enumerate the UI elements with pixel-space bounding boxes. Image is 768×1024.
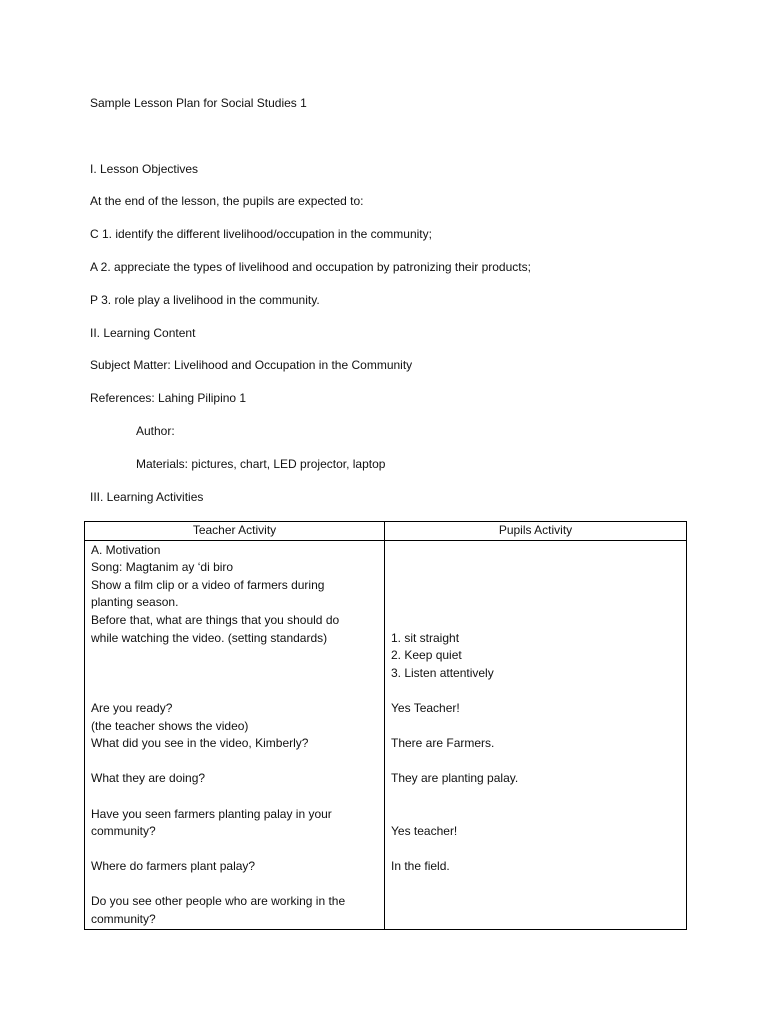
teacher-activity-line: community? [91, 912, 156, 927]
pupils-activity-header: Pupils Activity [385, 522, 687, 541]
subject-matter: Subject Matter: Livelihood and Occupation in the Community [90, 358, 413, 372]
blank-line [391, 911, 680, 929]
pupil-activity-line: Yes Teacher! [391, 700, 460, 715]
blank-line [91, 665, 378, 683]
blank-line [91, 876, 378, 894]
teacher-activity-line: A. Motivation [91, 542, 161, 557]
teacher-activity-line: What did you see in the video, Kimberly? [91, 736, 309, 751]
objective-item: A 2. appreciate the types of livelihood and occupation by patronizing their products; [90, 260, 531, 274]
blank-line [391, 893, 680, 911]
teacher-activity-line: Before that, what are things that you should do [91, 612, 340, 627]
blank-line [391, 806, 680, 824]
teacher-activity-line: Song: Magtanim ay ‘di biro [91, 560, 234, 575]
blank-line [91, 788, 378, 806]
blank-line [391, 876, 680, 894]
teacher-activity-line: while watching the video. (setting standards) [91, 630, 328, 645]
blank-line [391, 841, 680, 859]
objectives-heading: I. Lesson Objectives [90, 162, 199, 176]
pupils-activity-cell [385, 540, 687, 929]
teacher-activity-line: Where do farmers plant palay? [91, 859, 256, 874]
blank-line [391, 788, 680, 806]
teacher-activity-header: Teacher Activity [85, 522, 385, 541]
blank-line [391, 612, 680, 630]
teacher-activity-cell [85, 540, 385, 929]
pupil-activity-line: There are Farmers. [391, 736, 495, 751]
table-header-row [85, 522, 687, 541]
pupil-activity-line: 3. Listen attentively [391, 665, 494, 680]
teacher-activity-line: Do you see other people who are working in the [91, 894, 346, 909]
teacher-activity-line: Show a film clip or a video of farmers during [91, 577, 325, 592]
pupil-activity-line: They are planting palay. [391, 771, 519, 786]
teacher-activity-line: community? [91, 824, 156, 839]
activities-heading: III. Learning Activities [90, 490, 204, 504]
materials: Materials: pictures, chart, LED projector, laptop [136, 457, 386, 471]
pupil-activity-line: 2. Keep quiet [391, 648, 462, 663]
blank-line [391, 753, 680, 771]
pupil-activity-line: Yes teacher! [391, 824, 458, 839]
pupil-activity-line: 1. sit straight [391, 630, 460, 645]
blank-line [391, 594, 680, 612]
content-heading: II. Learning Content [90, 326, 196, 340]
blank-line [391, 577, 680, 595]
pupil-activity-line: In the field. [391, 859, 450, 874]
objectives-intro: At the end of the lesson, the pupils are expected to: [90, 194, 364, 208]
blank-line [91, 841, 378, 859]
learning-activities-table [84, 521, 687, 930]
document-title: Sample Lesson Plan for Social Studies 1 [90, 96, 307, 110]
blank-line [391, 682, 680, 700]
teacher-activity-line: What they are doing? [91, 771, 206, 786]
teacher-activity-line: planting season. [91, 595, 179, 610]
teacher-activity-line: Are you ready? [91, 700, 173, 715]
objective-item: P 3. role play a livelihood in the community. [90, 293, 320, 307]
author: Author: [136, 424, 175, 438]
blank-line [91, 753, 378, 771]
table-row [85, 540, 687, 929]
teacher-activity-line: (the teacher shows the video) [91, 718, 249, 733]
blank-line [391, 559, 680, 577]
blank-line [391, 718, 680, 736]
references: References: Lahing Pilipino 1 [90, 391, 247, 405]
blank-line [391, 542, 680, 560]
objective-item: C 1. identify the different livelihood/occupation in the community; [90, 227, 432, 241]
blank-line [91, 682, 378, 700]
blank-line [91, 647, 378, 665]
teacher-activity-line: Have you seen farmers planting palay in your [91, 806, 332, 821]
